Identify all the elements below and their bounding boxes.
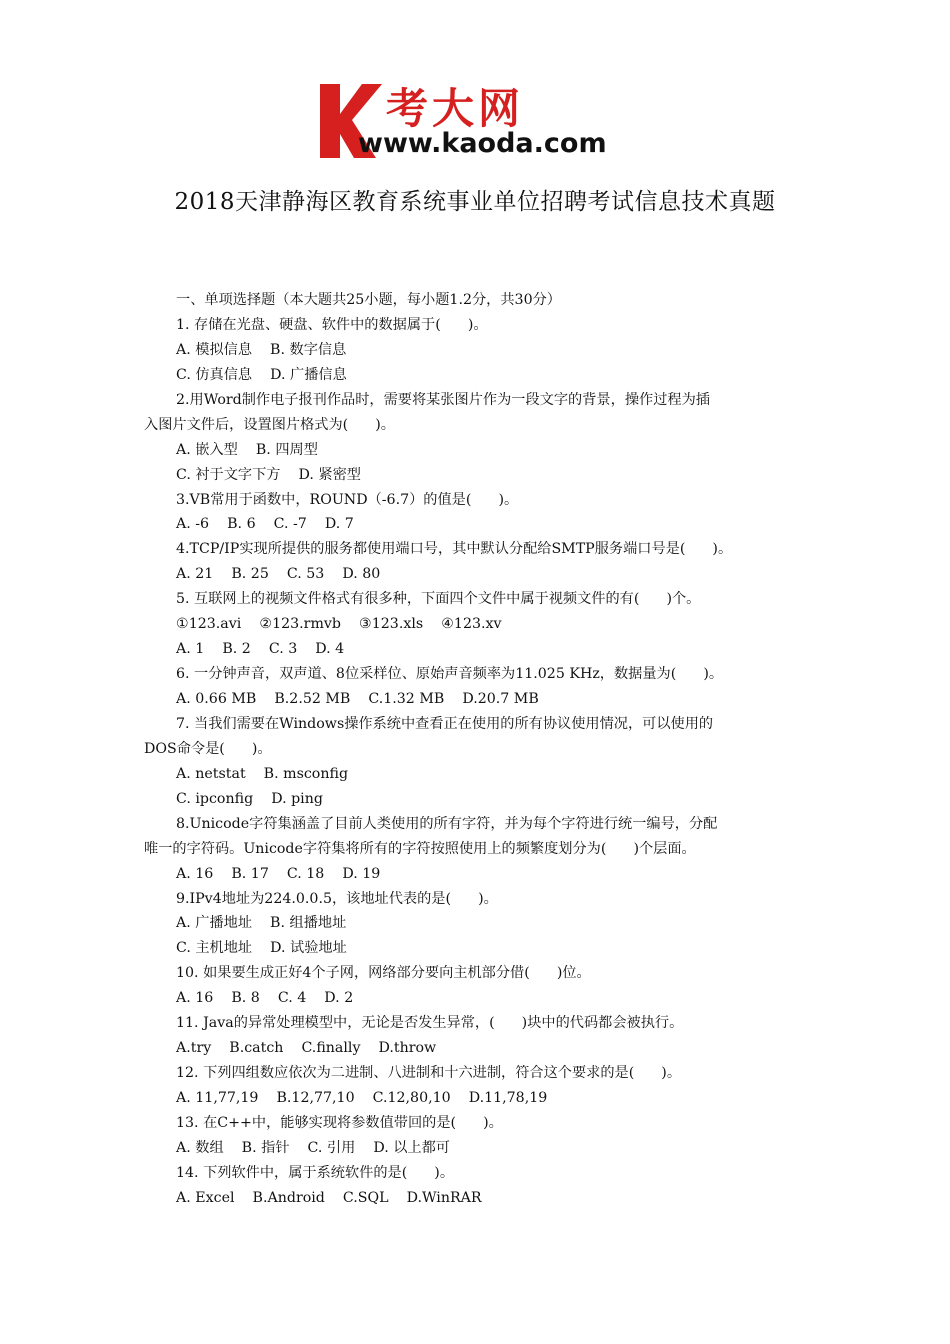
logo-url-text: www.kaoda.com bbox=[358, 128, 607, 159]
text-line: A. 11,77,19 B.12,77,10 C.12,80,10 D.11,78,19 bbox=[176, 1090, 548, 1106]
exam-questions bbox=[144, 288, 824, 1211]
text-line: 1. 存储在光盘、硬盘、软件中的数据属于( )。 bbox=[176, 316, 488, 333]
text-line: A. Excel B.Android C.SQL D.WinRAR bbox=[176, 1189, 482, 1206]
text-line: A. 21 B. 25 C. 53 D. 80 bbox=[176, 566, 381, 583]
text-line: A. 数组 B. 指针 C. 引用 D. 以上都可 bbox=[176, 1139, 450, 1156]
text-line: C. ipconfig D. ping bbox=[176, 790, 323, 807]
text-line: 2.用Word制作电子报刊作品时，需要将某张图片作为一段文字的背景，操作过程为插 bbox=[176, 391, 710, 408]
text-line: DOS命令是( )。 bbox=[144, 740, 272, 757]
text-line: A. 模拟信息 B. 数字信息 bbox=[176, 341, 347, 358]
text-line: A. 1 B. 2 C. 3 D. 4 bbox=[176, 641, 345, 658]
text-line: ①123.avi ②123.rmvb ③123.xls ④123.xv bbox=[176, 616, 502, 633]
kaoda-logo bbox=[318, 80, 638, 162]
text-line: C. 衬于文字下方 D. 紧密型 bbox=[176, 466, 361, 483]
text-line: 一、单项选择题（本大题共25小题，每小题1.2分，共30分） bbox=[176, 292, 561, 308]
text-line: 7. 当我们需要在Windows操作系统中查看正在使用的所有协议使用情况，可以使用的 bbox=[176, 715, 714, 732]
text-line: 唯一的字符码。Unicode字符集将所有的字符按照使用上的频繁度划分为( )个层面。 bbox=[144, 840, 696, 857]
text-line: A. 广播地址 B. 组播地址 bbox=[176, 915, 347, 932]
text-line: 9.IPv4地址为224.0.0.5，该地址代表的是( )。 bbox=[176, 890, 498, 907]
document-title: 2018天津静海区教育系统事业单位招聘考试信息技术真题 bbox=[174, 189, 776, 215]
text-line: A. -6 B. 6 C. -7 D. 7 bbox=[176, 516, 354, 533]
logo-brand-text: 考大网 bbox=[386, 84, 525, 133]
text-line: A.try B.catch C.finally D.throw bbox=[176, 1040, 437, 1057]
text-line: 11. Java的异常处理模型中，无论是否发生异常，( )块中的代码都会被执行。 bbox=[176, 1015, 684, 1032]
text-line: 4.TCP/IP实现所提供的服务都使用端口号，其中默认分配给SMTP服务端口号是( )。 bbox=[176, 541, 733, 558]
text-line: 13. 在C++中，能够实现将参数值带回的是( )。 bbox=[176, 1114, 503, 1131]
text-line: 5. 互联网上的视频文件格式有很多种，下面四个文件中属于视频文件的有( )个。 bbox=[176, 591, 701, 608]
text-line: 8.Unicode字符集涵盖了目前人类使用的所有字符，并为每个字符进行统一编号，分配 bbox=[176, 815, 718, 832]
text-line: C. 仿真信息 D. 广播信息 bbox=[176, 366, 347, 383]
text-line: 6. 一分钟声音，双声道、8位采样位、原始声音频率为11.025 KHz，数据量为( )。 bbox=[176, 666, 724, 683]
text-line: 入图片文件后，设置图片格式为( )。 bbox=[144, 416, 395, 433]
text-line: A. 嵌入型 B. 四周型 bbox=[176, 441, 318, 458]
text-line: A. netstat B. msconfig bbox=[176, 765, 349, 782]
text-line: A. 0.66 MB B.2.52 MB C.1.32 MB D.20.7 MB bbox=[176, 691, 539, 707]
text-line: 3.VB常用于函数中，ROUND（-6.7）的值是( )。 bbox=[176, 491, 519, 508]
text-line: A. 16 B. 17 C. 18 D. 19 bbox=[176, 865, 381, 882]
text-line: A. 16 B. 8 C. 4 D. 2 bbox=[176, 990, 354, 1007]
text-line: 10. 如果要生成正好4个子网，网络部分要向主机部分借( )位。 bbox=[176, 965, 591, 982]
text-line: 12. 下列四组数应依次为二进制、八进制和十六进制，符合这个要求的是( )。 bbox=[176, 1065, 682, 1082]
text-line: 14. 下列软件中，属于系统软件的是( )。 bbox=[176, 1164, 455, 1181]
text-line: C. 主机地址 D. 试验地址 bbox=[176, 940, 347, 957]
